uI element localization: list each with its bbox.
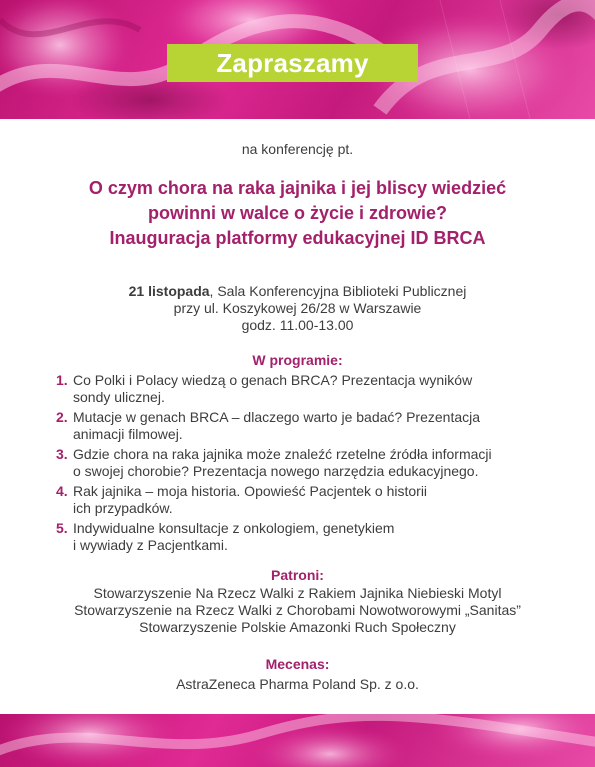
event-date-venue bbox=[0, 283, 595, 300]
title-line: O czym chora na raka jajnika i jej bliscy wiedzieć bbox=[88, 178, 507, 198]
list-item bbox=[56, 372, 536, 406]
event-time: godz. 11.00-13.00 bbox=[241, 317, 354, 333]
event-date: 21 listopada bbox=[128, 283, 210, 299]
patrons-heading: Patroni: bbox=[271, 567, 324, 583]
item-text: sondy ulicznej. bbox=[73, 389, 165, 405]
item-text: Mutacje w genach BRCA – dlaczego warto je badać? Prezentacja bbox=[73, 409, 481, 425]
item-number: 2. bbox=[56, 409, 68, 425]
program-heading: W programie: bbox=[252, 352, 343, 368]
item-text: o swojej chorobie? Prezentacja nowego narzędzia edukacyjnego. bbox=[73, 463, 479, 479]
item-text: Co Polki i Polacy wiedzą o genach BRCA? Prezentacja wyników bbox=[73, 372, 473, 388]
header-banner bbox=[0, 0, 595, 119]
item-text: Rak jajnika – moja historia. Opowieść Pacjentek o historii bbox=[73, 483, 428, 499]
item-text: i wywiady z Pacjentkami. bbox=[73, 537, 228, 553]
banner-decoration bbox=[0, 714, 595, 767]
title-line: Inauguracja platformy edukacyjnej ID BRCA bbox=[109, 228, 486, 248]
list-item bbox=[56, 446, 536, 480]
item-text: ich przypadków. bbox=[73, 500, 173, 516]
conference-title bbox=[0, 176, 595, 251]
item-number: 4. bbox=[56, 483, 68, 499]
list-item bbox=[56, 409, 536, 443]
patron-name: Stowarzyszenie Polskie Amazonki Ruch Społeczny bbox=[139, 619, 456, 635]
sponsor-name: AstraZeneca Pharma Poland Sp. z o.o. bbox=[176, 676, 419, 692]
item-number: 1. bbox=[56, 372, 68, 388]
patron-name: Stowarzyszenie na Rzecz Walki z Chorobami Nowotworowymi „Sanitas” bbox=[74, 602, 521, 618]
event-address: przy ul. Koszykowej 26/28 w Warszawie bbox=[173, 300, 422, 316]
sponsors-heading: Mecenas: bbox=[265, 656, 330, 672]
event-venue: , Sala Konferencyjna Biblioteki Publicznej bbox=[209, 283, 467, 299]
patron-name: Stowarzyszenie Na Rzecz Walki z Rakiem Jajnika Niebieski Motyl bbox=[93, 585, 502, 601]
sponsors-list bbox=[0, 676, 595, 693]
invite-box bbox=[167, 44, 418, 82]
program-list bbox=[56, 372, 536, 557]
patrons-list bbox=[0, 585, 595, 636]
list-item bbox=[56, 520, 536, 554]
footer-banner bbox=[0, 714, 595, 767]
item-text: Indywidualne konsultacje z onkologiem, genetykiem bbox=[73, 520, 395, 536]
title-line: powinni w walce o życie i zdrowie? bbox=[147, 203, 448, 223]
item-text: Gdzie chora na raka jajnika może znaleźć rzetelne źródła informacji bbox=[73, 446, 492, 462]
intro-subtitle: na konferencję pt. bbox=[241, 141, 354, 157]
item-number: 5. bbox=[56, 520, 68, 536]
item-number: 3. bbox=[56, 446, 68, 462]
invite-heading: Zapraszamy bbox=[216, 47, 369, 78]
event-details bbox=[0, 283, 595, 334]
item-text: animacji filmowej. bbox=[73, 426, 183, 442]
list-item bbox=[56, 483, 536, 517]
